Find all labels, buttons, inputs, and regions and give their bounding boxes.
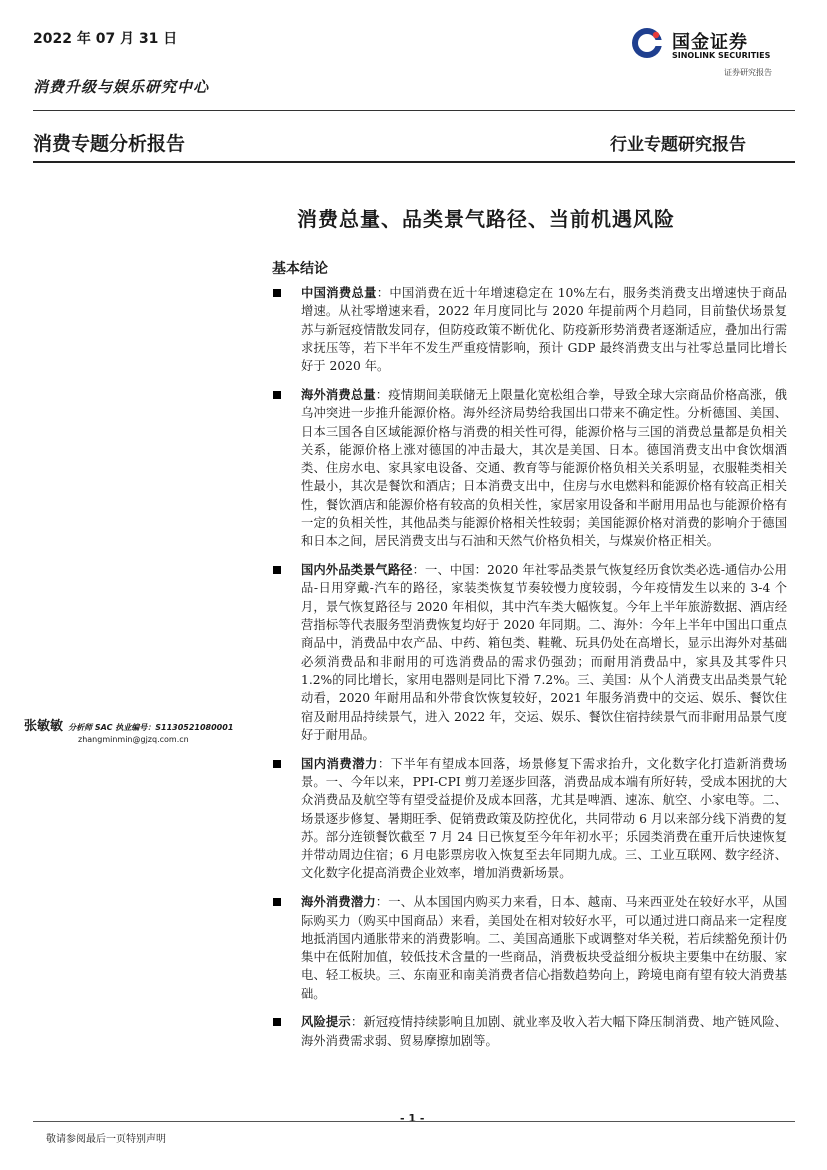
item-text: ：新冠疫情持续影响且加剧、就业率及收入若大幅下降压制消费、地产链风险、海外消费需求弱、贸易摩擦加剧等。 [301,1015,787,1048]
logo-name-cn: 国金证券 [672,32,748,53]
square-bullet-icon [273,289,281,297]
analyst-credential: 分析师 SAC 执业编号：S1130521080001 [68,723,234,732]
item-lead: 国内外品类景气路径 [301,562,413,578]
header-divider-thick [33,161,795,163]
report-class: 行业专题研究报告 [610,135,746,155]
square-bullet-icon [273,391,281,399]
footer-divider [33,1121,795,1122]
item-lead: 国内消费潜力 [301,755,378,771]
item-lead: 海外消费潜力 [301,894,376,910]
logo-name-en: SINOLINK SECURITIES [672,51,771,60]
section-heading: 基本结论 [272,261,328,277]
conclusion-list [271,284,787,1061]
item-lead: 海外消费总量 [301,386,376,402]
list-item [271,284,787,375]
logo-tagline: 证券研究报告 [724,68,772,77]
footer-disclaimer: 敬请参阅最后一页特别声明 [46,1134,166,1145]
square-bullet-icon [273,1018,281,1026]
report-date: 2022 年 07 月 31 日 [33,31,178,47]
company-logo [630,26,810,84]
report-type: 消费专题分析报告 [33,133,186,155]
page-number: - 1 - [400,1112,425,1125]
list-item [271,561,787,744]
header-divider [33,110,795,111]
list-item [271,893,787,1003]
item-text: ：一、中国：2020 年社零品类景气恢复经历食饮类必选-通信办公用品-日用穿戴-汽车的路径，家装类恢复节奏较慢力度较弱，今年疫情发生以来的 3-4 个月，景气恢复路径与 2020 年相似，其中汽车类大幅恢复。今年上半年旅游数据、酒店经营指标等代表服务型消费恢复均好于 2020 年同期。二、海外：今年上半年中国出口重点商品中，消费品中农产品、中药、箱包类、鞋靴、玩具仍处在高增长，显示出海外对基础必须消费品和非耐用的可选消费品的需求仍强劲；而耐用消费品中，家具及其零件只 1.2%的同比增长，家用电器则是同比下滑 7.2%。三、美国：从个人消费支出品类景气轮动看，2020 年耐用品和外带食饮恢复较好，2021 年服务消费中的交运、娱乐、餐饮住宿及耐用品持续景气，进入 2022 年，交运、娱乐、餐饮住宿持续景气而非耐用品景气度好于耐用品。 [301,563,787,742]
page-title: 消费总量、品类景气路径、当前机遇风险 [297,207,675,231]
item-text: ：中国消费在近十年增速稳定在 10%左右，服务类消费支出增速快于商品增速。从社零增速来看，2022 年月度同比与 2020 年提前两个月趋同，目前蛰伏场景复苏与新冠疫情散发同存，但防疫政策不断优化、防疫新形势消费者逐渐适应，叠加出行需求抚压等，若下半年不发生严重疫情影响，预计 GDP 最终消费支出与社零总量同比增长好于 2020 年。 [301,286,787,374]
item-lead: 中国消费总量 [301,285,377,300]
list-item [271,1013,787,1050]
sinolink-logo-icon [630,26,664,60]
analyst-email: zhangminmin@gjzq.com.cn [78,735,189,744]
square-bullet-icon [273,898,281,906]
square-bullet-icon [273,566,281,574]
item-text: ：下半年有望成本回落，场景修复下需求抬升，文化数字化打造新消费场景。一、今年以来，PPI-CPI 剪刀差逐步回落，消费品成本端有所好转，受成本困扰的大众消费品及航空等有望受益提价及成本回落，尤其是啤酒、速冻、航空、小家电等。二、场景逐步修复、暑期旺季、促销费政策及防控优化，共同带动 6 月以来部分线下消费的复苏。部分连锁餐饮截至 7 月 24 日已恢复至今年年初水平；乐园类消费在重开后快速恢复并带动周边住宿；6 月电影票房收入恢复至去年同期九成。三、工业互联网、数字经济、文化数字化提高消费企业效率，增加消费新场景。 [301,756,787,881]
analyst-name: 张敏敏 [24,719,64,734]
list-item [271,386,787,551]
department-name: 消费升级与娱乐研究中心 [33,78,210,96]
list-item [271,755,787,883]
item-text: ：疫情期间美联储无上限量化宽松组合拳，导致全球大宗商品价格高涨，俄乌冲突进一步推升能源价格。海外经济局势给我国出口带来不确定性。分析德国、美国、日本三国各自区域能源价格与消费的相关性可得，能源价格与三国的消费总量都是负相关关系，能源价格上涨对德国的冲击最大，其次是美国、日本。德国消费支出中食饮烟酒类、住房水电、家具家电设备、交通、教育等与能源价格负相关关系明显，衣服鞋类相关性最小，其次是餐饮和酒店；日本消费支出中，住房与水电燃料和能源价格有较高正相关性，餐饮酒店和能源价格有较高的负相关性，家居家用设备和半耐用用品也与能源价格有一定的负相关性，其他品类与能源价格相关性较弱；美国能源价格对消费的影响介于德国和日本之间，居民消费支出与石油和天然气价格负相关，与煤炭价格正相关。 [301,387,787,549]
item-lead: 风险提示 [301,1014,351,1030]
square-bullet-icon [273,760,281,768]
item-text: ：一、从本国国内购买力来看，日本、越南、马来西亚处在较好水平，从国际购买力（购买中国商品）来看，美国处在相对较好水平，可以通过进口商品来一定程度地抵消国内通胀带来的消费影响。二、美国高通胀下或调整对华关税，若后续豁免预计仍集中在低附加值，较低技术含量的一些商品，消费板块受益细分板块主要集中在纺服、家电、轻工板块。三、东南亚和南美消费者信心指数趋势向上，跨境电商有望有较大消费基础。 [301,895,787,1001]
analyst-info [24,715,264,744]
